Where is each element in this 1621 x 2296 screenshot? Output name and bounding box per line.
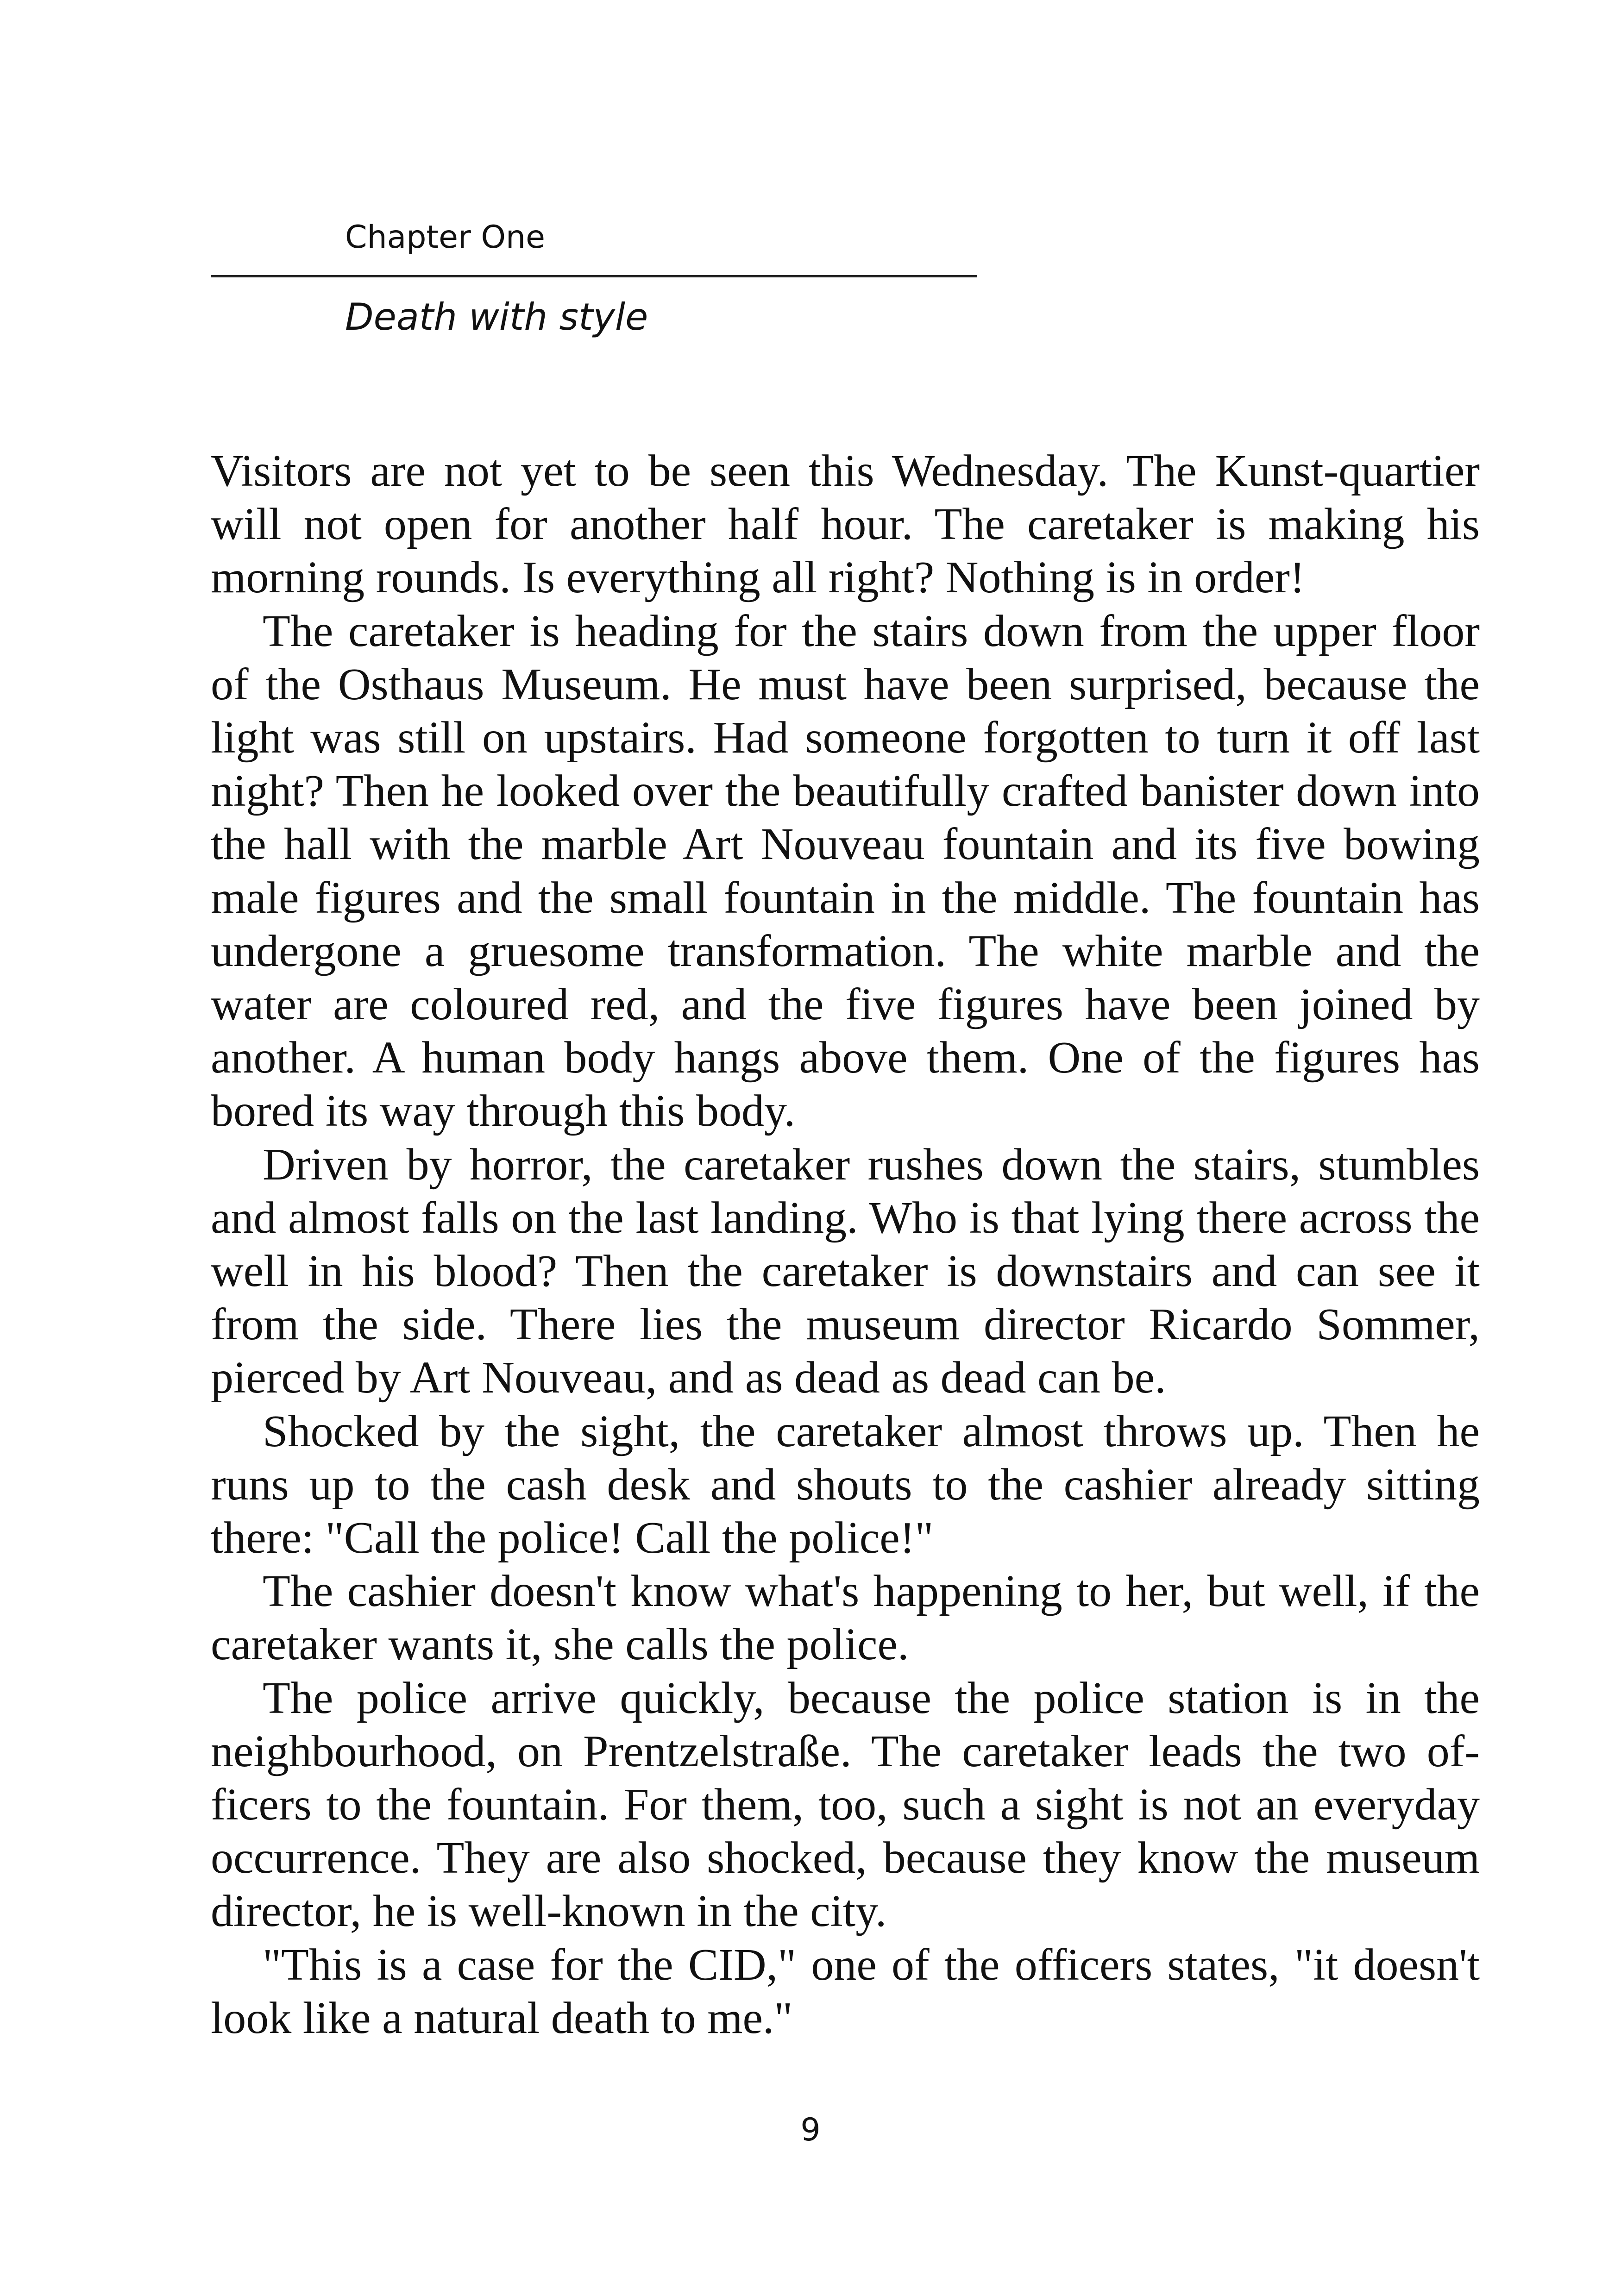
page-number: 9 [800, 2112, 821, 2148]
paragraph: The cashier doesn't know what's happening to her, but well, if the caretaker wants it, she calls the police. [211, 1566, 1480, 1670]
paragraph: Shocked by the sight, the caretaker almost throws up. Then he runs up to the cash desk and shouts to the cashier already sitting there: "Call the police! Call the police!" [211, 1406, 1480, 1563]
paragraph: Visitors are not yet to be seen this Wednesday. The Kunst-quartier will not open for another half hour. The caretaker is making his morning rounds. Is everything all right? Nothing is in order! [211, 446, 1480, 603]
body-text [211, 445, 1480, 2045]
chapter-title: Death with style [345, 295, 648, 339]
paragraph: "This is a case for the CID," one of the officers states, "it doesn't look like a natural death to me." [211, 1939, 1480, 2043]
paragraph: The caretaker is heading for the stairs down from the upper floor of the Osthaus Museum. He must have been surprised, because the light was still on upstairs. Had someone forgotten to turn it off last night? Then he looked over the beautifully crafted banister down into the hall with the marble Art Nouveau fountain and its five bowing male figures and the small fountain in the middle. The fountain has undergone a gruesome transformation. The white marble and the water are coloured red, and the five figures have been joined by another. A human body hangs above them. One of the figures has bored its way through this body. [211, 606, 1480, 1136]
chapter-divider [211, 275, 977, 277]
paragraph: Driven by horror, the caretaker rushes down the stairs, stumbles and almost falls on the last landing. Who is that lying there across the well in his blood? Then the caretaker is downstairs and can see it from the side. There lies the museum director Ricardo Sommer, pierced by Art Nouveau, and as dead as dead can be. [211, 1139, 1480, 1403]
paragraph: The police arrive quickly, because the police station is in the neighbourhood, on Prentzelstraße. The caretaker leads the two officers to the fountain. For them, too, such a sight is not an everyday occurrence. They are also shocked, because they know the museum director, he is well-known in the city. [211, 1673, 1480, 1937]
chapter-label: Chapter One [345, 219, 545, 256]
